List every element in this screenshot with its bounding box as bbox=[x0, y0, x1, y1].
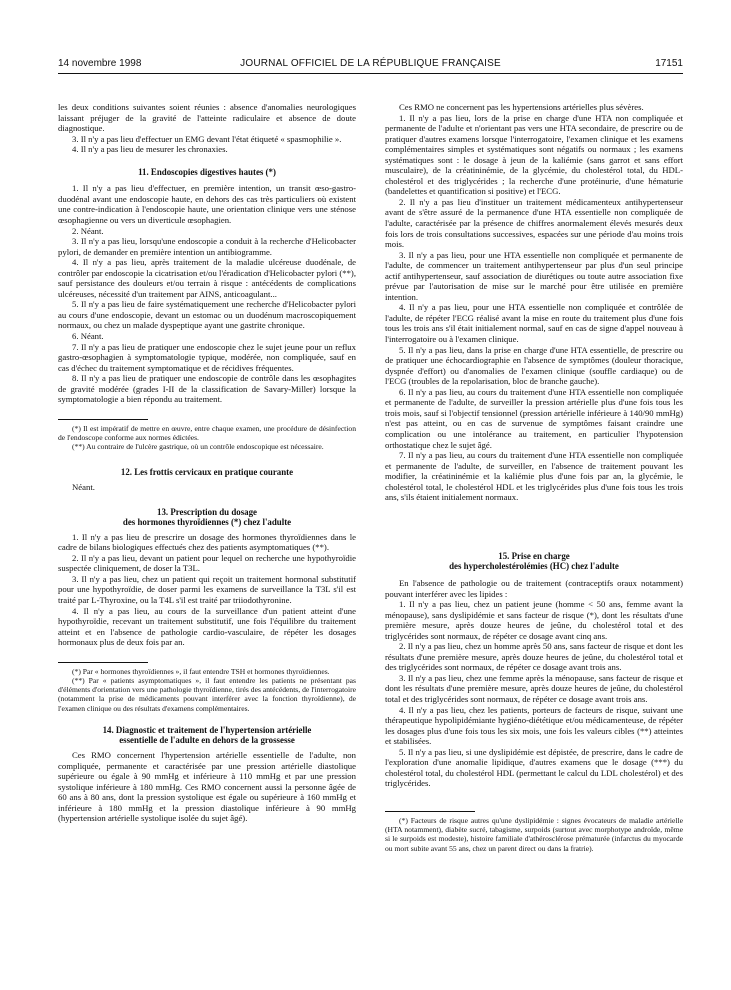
list-item: 2. Il n'y a pas lieu, devant un patient pour lequel on recherche une hypothyroïdie suspectée cliniquement, de doser la T3L. bbox=[58, 552, 356, 574]
list-item: 1. Il n'y a pas lieu, lors de la prise en charge d'une HTA non compliquée et permanente de l'adulte et n'orientant pas vers une HTA secondaire, de prescrire ou de pratiquer d'autres examens lorsque l'interrogatoire, l'examen clinique et les examens complémentaires simples et systématiques sont négatifs ou normaux ; les examens systématiques sont : le dosage à jeun de la kaliémie (sans garrot et sans effort musculaire), de la créatininémie, de la glycémie, du cholestérol total, du HDL-cholestérol et des triglycérides ; la recherche d'une protéinurie, d'une hématurie (bandelettes et quantification si positive) et l'ECG. bbox=[385, 112, 683, 197]
section-title-line: essentielle de l'adulte en dehors de la grossesse bbox=[119, 735, 295, 746]
section-title-line: des hypercholestérolémies (HC) chez l'adulte bbox=[449, 561, 619, 572]
list-item: 3. Il n'y a pas lieu d'effectuer un EMG devant l'état étiqueté « spasmophilie ». bbox=[72, 133, 342, 144]
section-title-11: 11. Endoscopies digestives hautes (*) bbox=[138, 166, 276, 177]
footnote: (*) Par « hormones thyroïdiennes », il faut entendre TSH et hormones thyroïdiennes. bbox=[72, 666, 330, 676]
list-item: 5. Il n'y a pas lieu, si une dyslipidémie est dépistée, de prescrire, dans le cadre de l'exploration d'une anomalie lipidique, d'autres examens que le dosage (***) du cholestérol total, du cholestérol HDL (permettant le calcul du LDL cholestérol) et des triglycérides. bbox=[385, 746, 683, 789]
list-item: 5. Il n'y a pas lieu, dans la prise en charge d'une HTA essentielle, de prescrire ou de pratiquer une échocardiographie en l'absence de symptômes (douleur thoracique, dyspnée d'effort) ou d'anomalies de l'examen clinique (souffle cardiaque) ou de l'ECG (troubles de la repolarisation, bloc de branche gauche). bbox=[385, 344, 683, 387]
paragraph: Ces RMO concernent l'hypertension artérielle essentielle de l'adulte, non compliquée, permanente et caractérisée par une pression artérielle diastolique supérieure ou égale à 90 mmHg et inférieure à 110 mmHg et par une pression systolique inférieure à 180 mmHg. Ces RMO concernent aussi la personne âgée de 60 ans à 80 ans, dont la pression systolique est égale ou supérieure à 160 mmHg et inférieure à 180 mmHg et la pression diastolique inférieure à 90 mmHg (hypertension artérielle systolique isolée du sujet âgé). bbox=[58, 749, 356, 824]
list-item: 2. Il n'y a pas lieu d'instituer un traitement médicamenteux antihypertenseur avant de s'être assuré de la permanence d'une HTA essentielle non compliquée de l'adulte, caractérisée par la présence de chiffres anormalement élevés mesurés deux fois lors de trois consultations successives, espacées sur une période d'au moins trois mois. bbox=[385, 196, 683, 250]
list-item: 4. Il n'y a pas lieu, après traitement de la maladie ulcéreuse duodénale, de contrôler par endoscopie la cicatrisation et/ou l'éradication d'Helicobacter pylori (**), sauf persistance des douleurs et/ou terrain à risque : antécédents de complications ulcéreuses, nécessité d'un traitement par AINS, anticoagulant... bbox=[58, 257, 356, 299]
paragraph: Ces RMO ne concernent pas les hypertensions artérielles plus sévères. bbox=[399, 102, 644, 112]
paragraph: En l'absence de pathologie ou de traitement (contraceptifs oraux notamment) pouvant interférer avec les lipides : bbox=[385, 577, 683, 599]
footnote: (*) Il est impératif de mettre en œuvre, entre chaque examen, une procédure de désinfection de l'endoscope conforme aux normes édictées. bbox=[58, 423, 356, 443]
list-item: 2. Néant. bbox=[72, 225, 104, 236]
right-column bbox=[385, 102, 683, 853]
left-column bbox=[58, 102, 356, 824]
list-item: 7. Il n'y a pas lieu de pratiquer une endoscopie chez le sujet jeune pour un reflux gastro-œsophagien à symptomatologie typique, modérée, non compliquée, sauf en cas d'échec du traitement symptomatique et de récidives fréquentes. bbox=[58, 341, 356, 373]
footnote: (**) Par « patients asymptomatiques », il faut entendre les patients ne présentant pas d'éléments d'orientation vers une pathologie thyroïdienne, tirés des antécédents, de l'interrogatoire (notamment la prise de médicaments pouvant interférer avec la fonction thyroïdienne), de l'examen clinique ou des résultats d'examens complémentaires. bbox=[58, 675, 356, 713]
paragraph: les deux conditions suivantes soient réunies : absence d'anomalies neurologiques laissant préjuger de la gravité de l'atteinte radiculaire et absence de doute diagnostique. bbox=[58, 102, 356, 134]
header-date: 14 novembre 1998 bbox=[58, 58, 142, 69]
list-item: 3. Il n'y a pas lieu, chez un patient qui reçoit un traitement hormonal substitutif pour une hypothyroïdie, de doser parmi les examens de surveillance la T3L s'il est traité par L-Thyroxine, ou la T4L s'il est traité par triiodothyronine. bbox=[58, 573, 356, 606]
list-item: 4. Il n'y a pas lieu, pour une HTA essentielle non compliquée et contrôlée de l'adulte, de répéter l'ECG réalisé avant la mise en route du traitement plus d'une fois tous les trois ans s'il était initialement normal, sauf en cas de signe d'appel nouveau à l'interrogatoire ou à l'examen clinique. bbox=[385, 302, 683, 345]
section-title-line: des hormones thyroïdiennes (*) chez l'adulte bbox=[122, 517, 292, 528]
list-item: 6. Il n'y a pas lieu, au cours du traitement d'une HTA essentielle non compliquée et permanente de l'adulte, de surveiller la pression artérielle plus d'une fois tous les trois mois, sauf si l'objectif tensionnel (pression artérielle inférieure à 140/90 mmHg) n'est pas atteint, ou en cas de survenue de symptômes faisant craindre une complication ou une intolérance au traitement, en particulier l'hypotension orthostatique chez le sujet âgé. bbox=[385, 386, 683, 450]
list-item: 2. Il n'y a pas lieu, chez un homme après 50 ans, sans facteur de risque et dont les résultats d'une première mesure, après douze heures de jeûne, du cholestérol total et des triglycérides sont normaux, de répéter ce dosage avant trois ans. bbox=[385, 641, 683, 673]
section-title-line: 15. Prise en charge bbox=[498, 550, 570, 561]
list-item: 5. Il n'y a pas lieu de faire systématiquement une recherche d'Helicobacter pylori au cours d'une endoscopie, devant un estomac ou un duodénum macroscopiquement normaux, ou chez un malade dyspeptique ayant une gastrite chronique. bbox=[58, 299, 356, 331]
section-title-13 bbox=[58, 507, 356, 528]
footnote: (*) Facteurs de risque autres qu'une dyslipidémie : signes évocateurs de maladie artérielle (HTA notamment), diabète sucré, tabagisme, surpoids (surtout avec morphotype androïde, même si le surpoids est modeste), histoire familiale d'athérosclérose prématurée (infarctus du myocarde ou mort subite avant 55 ans, chez un parent direct ou dans la fratrie). bbox=[385, 815, 683, 853]
footnote: (**) Au contraire de l'ulcère gastrique, où un contrôle endoscopique est nécessaire. bbox=[72, 442, 324, 452]
section-title-line: 14. Diagnostic et traitement de l'hypertension artérielle bbox=[102, 724, 312, 735]
list-item: 8. Il n'y a pas lieu de pratiquer une endoscopie de contrôle dans les œsophagites de gravité modérée (grades I-II de la classification de Savary-Miller) lorsque la symptomatologie a bien répondu au traitement. bbox=[58, 373, 356, 405]
list-item: 4. Il n'y a pas lieu, au cours de la surveillance d'un patient atteint d'une hypothyroïdie, recevant un traitement substitutif, une fois l'équilibre du traitement atteint et en l'absence de pathologie cardio-vasculaire, de répéter les dosages hormonaux plus de deux fois par an. bbox=[58, 605, 356, 648]
journal-title: JOURNAL OFFICIEL DE LA RÉPUBLIQUE FRANÇAISE bbox=[240, 58, 501, 69]
page-header bbox=[58, 58, 683, 74]
list-item: 3. Il n'y a pas lieu, lorsqu'une endoscopie a conduit à la recherche d'Helicobacter pylori, de demander en première intention un antibiogramme. bbox=[58, 236, 356, 257]
header-rule bbox=[58, 73, 683, 74]
list-item: 1. Il n'y a pas lieu d'effectuer, en première intention, un transit œso-gastro-duodénal avant une endoscopie haute, en dehors des cas très particuliers où existent une contre-indication à l'endoscopie haute, une orientation clinique vers une sténose œsophagienne ou vers un diverticule œsophagien. bbox=[58, 183, 356, 225]
section-title-14 bbox=[58, 725, 356, 746]
section-title-15 bbox=[385, 551, 683, 572]
list-item: 3. Il n'y a pas lieu, pour une HTA essentielle non compliquée et permanente de l'adulte, de commencer un traitement antihypertenseur par plus d'un seul principe actif antihypertenseur, sauf association de diurétiques ou toute autre association fixe prévue par l'autorisation de mise sur le marché pour être utilisée en première intention. bbox=[385, 249, 683, 302]
list-item: 4. Il n'y a pas lieu de mesurer les chronaxies. bbox=[72, 144, 228, 155]
list-item: 4. Il n'y a pas lieu, chez les patients, porteurs de facteurs de risque, suivant une thérapeutique hypolipidémiante hygiéno-diététique et/ou médicamenteuse, de répéter les dosages plus d'une fois tous les six mois, une fois les valeurs cibles (**) atteintes et stabilisées. bbox=[385, 704, 683, 747]
list-item: 7. Il n'y a pas lieu, au cours du traitement d'une HTA essentielle non compliquée et permanente de l'adulte, de surveiller, en l'absence de traitement pouvant les modifier, la créatininémie et la kaliémie plus d'une fois par an, la glycémie, le cholestérol total, le cholestérol HDL et les triglycérides plus d'une fois tous les trois ans, s'ils étaient initialement normaux. bbox=[385, 450, 683, 503]
section-title-line: 13. Prescription du dosage bbox=[157, 506, 257, 517]
list-item: 1. Il n'y a pas lieu, chez un patient jeune (homme < 50 ans, femme avant la ménopause), sans dyslipidémie et sans facteur de risque (*), dont les résultats d'une première mesure, après douze heures de jeûne, du cholestérol total et des triglycérides sont normaux, de répéter ce dosage avant cinq ans. bbox=[385, 599, 683, 641]
section-title-12: 12. Les frottis cervicaux en pratique courante bbox=[120, 467, 294, 478]
list-item: 3. Il n'y a pas lieu, chez une femme après la ménopause, sans facteur de risque et dont les résultats d'une première mesure, après douze heures de jeûne, du cholestérol total et des triglycérides sont normaux, de répéter ce dosage avant trois ans. bbox=[385, 672, 683, 704]
paragraph: Néant. bbox=[72, 482, 95, 493]
list-item: 6. Néant. bbox=[72, 330, 104, 341]
page-number: 17151 bbox=[655, 58, 683, 69]
list-item: 1. Il n'y a pas lieu de prescrire un dosage des hormones thyroïdiennes dans le cadre de bilans biologiques effectués chez des patients asymptomatiques (**). bbox=[58, 531, 356, 553]
